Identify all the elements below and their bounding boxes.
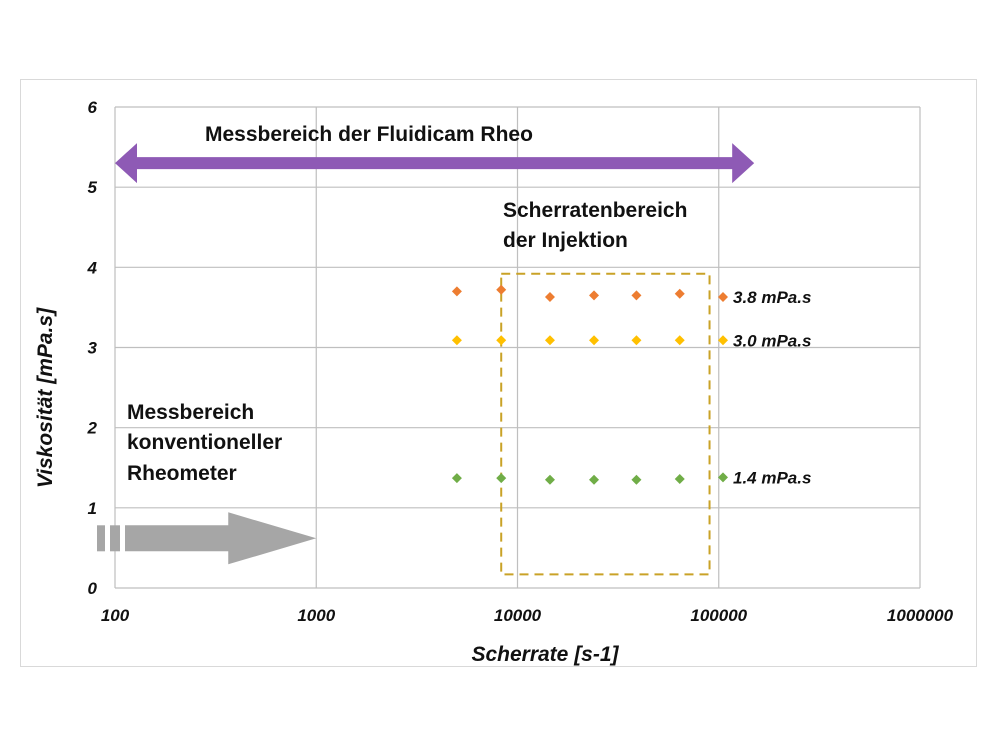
y-tick-label: 2 [87, 418, 97, 438]
y-tick-labels [87, 98, 98, 598]
y-tick-label: 0 [87, 579, 97, 598]
data-point [631, 335, 641, 345]
fluidicam-range-arrow [115, 143, 754, 183]
data-point [452, 473, 462, 483]
conventional-range-label-line2: konventioneller [127, 431, 283, 454]
y-tick-label: 1 [87, 498, 97, 518]
gray-arrow-dash [110, 525, 120, 551]
x-tick-labels [101, 606, 954, 625]
series-labels [733, 288, 811, 487]
data-point [675, 335, 685, 345]
series-label: 1.4 mPa.s [733, 468, 812, 488]
data-point [675, 289, 685, 299]
gray-arrow [125, 512, 316, 564]
data-points [452, 285, 728, 485]
data-point [675, 474, 685, 484]
data-point [545, 292, 555, 302]
data-point [496, 473, 506, 483]
y-axis-title: Viskosität [mPa.s] [34, 307, 57, 489]
gray-arrow-dash [97, 525, 105, 551]
conventional-range-label-line1: Messbereich [127, 401, 255, 424]
data-point [545, 475, 555, 485]
fluidicam-range-label: Messbereich der Fluidicam Rheo [205, 123, 533, 146]
injection-range-box [501, 274, 709, 575]
x-tick-label: 10000 [493, 606, 542, 625]
data-point [496, 335, 506, 345]
conventional-range-label-line3: Rheometer [127, 462, 237, 485]
data-point [631, 475, 641, 485]
series-label: 3.0 mPa.s [733, 331, 812, 351]
y-tick-label: 3 [87, 338, 97, 358]
data-point [718, 472, 728, 482]
injection-range-label-line1: Scherratenbereich [503, 199, 688, 222]
injection-range-label-line2: der Injektion [503, 229, 628, 252]
series-label: 3.8 mPa.s [733, 287, 812, 307]
data-point [545, 335, 555, 345]
x-tick-label: 1000000 [886, 606, 954, 625]
data-point [452, 335, 462, 345]
data-point [589, 475, 599, 485]
conventional-range-arrow [97, 512, 316, 564]
x-tick-label: 100 [100, 606, 130, 625]
y-tick-label: 4 [87, 258, 97, 278]
y-tick-label: 6 [87, 98, 97, 117]
data-point [589, 335, 599, 345]
data-point [452, 286, 462, 296]
data-point [631, 290, 641, 300]
x-tick-label: 100000 [690, 606, 748, 625]
y-tick-label: 5 [87, 178, 97, 198]
data-point [718, 292, 728, 302]
data-point [589, 290, 599, 300]
x-tick-label: 1000 [297, 606, 336, 625]
x-axis-title: Scherrate [s-1] [471, 643, 619, 666]
data-point [718, 335, 728, 345]
data-point [496, 285, 506, 295]
purple-double-arrow [115, 143, 754, 183]
